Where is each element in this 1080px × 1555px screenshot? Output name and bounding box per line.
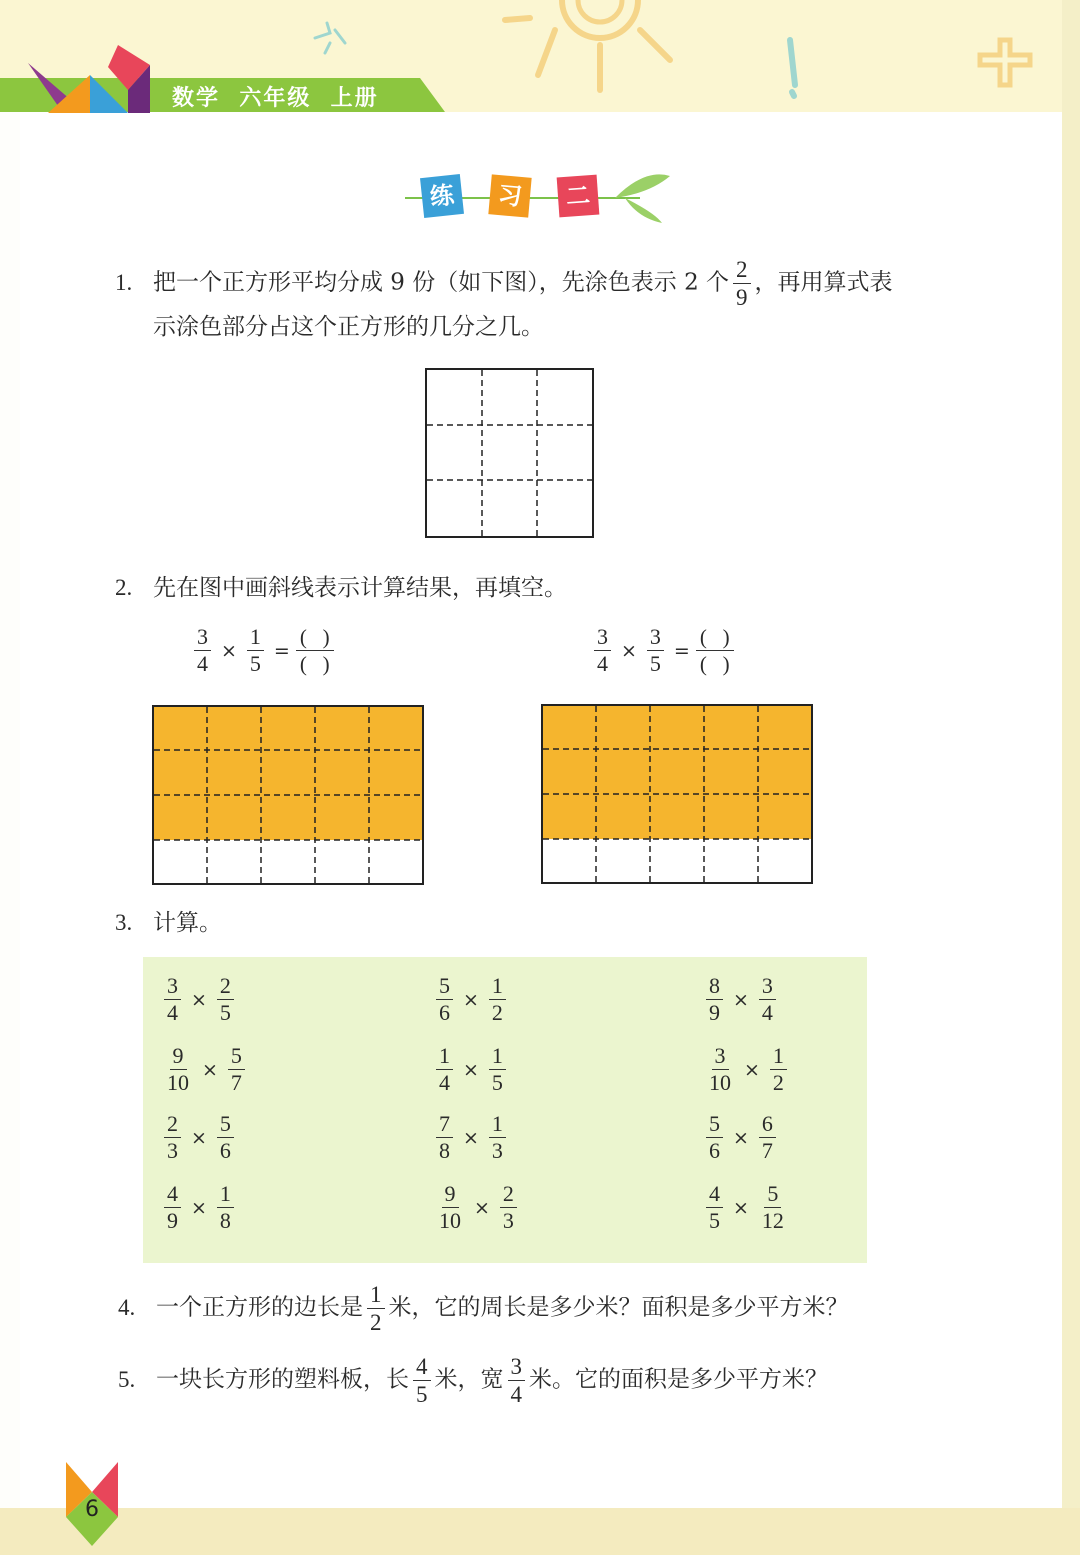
header-title: 数学 六年级 上册 bbox=[172, 86, 379, 111]
numerator: 4 bbox=[164, 1183, 181, 1208]
equals-sign: = bbox=[673, 639, 690, 662]
question-3-text: 计算。 bbox=[153, 910, 222, 936]
left-shaded-grid[interactable] bbox=[152, 705, 425, 886]
denominator: 9 bbox=[736, 285, 748, 310]
numerator: 2 bbox=[164, 1113, 181, 1138]
question-4 bbox=[118, 1283, 849, 1334]
fraction bbox=[436, 1183, 464, 1232]
numerator: 1 bbox=[247, 626, 264, 651]
numerator: 3 bbox=[759, 975, 776, 1000]
fraction bbox=[706, 1183, 723, 1232]
numerator: 1 bbox=[489, 1113, 506, 1138]
fraction bbox=[436, 975, 453, 1024]
denominator: 4 bbox=[597, 651, 608, 677]
calculation-item bbox=[160, 1183, 238, 1232]
calculation-item bbox=[702, 1113, 780, 1162]
fraction bbox=[706, 1045, 734, 1094]
denominator: 4 bbox=[761, 1000, 773, 1025]
times-sign: × bbox=[733, 1196, 749, 1219]
denominator: 3 bbox=[167, 1138, 178, 1163]
denominator: 6 bbox=[709, 1138, 720, 1163]
fraction bbox=[594, 626, 611, 675]
times-sign: × bbox=[221, 639, 237, 662]
numerator: 1 bbox=[770, 1045, 787, 1070]
calculation-item bbox=[702, 975, 780, 1024]
times-sign: × bbox=[191, 988, 207, 1011]
title-char-1: 练 bbox=[420, 174, 464, 218]
numerator: 3 bbox=[712, 1045, 729, 1070]
question-1-line2: 示涂色部分占这个正方形的几分之几。 bbox=[153, 314, 544, 340]
numerator: 4 bbox=[413, 1355, 431, 1381]
nine-part-square-grid bbox=[425, 368, 595, 539]
denominator: 5 bbox=[219, 1000, 231, 1025]
question-2-number: 2. bbox=[115, 575, 133, 600]
fraction bbox=[489, 1045, 506, 1094]
fraction bbox=[194, 626, 211, 675]
denominator: 4 bbox=[510, 1382, 522, 1407]
fraction bbox=[759, 975, 776, 1024]
numerator: 3 bbox=[647, 626, 664, 651]
denominator: 10 bbox=[167, 1070, 189, 1095]
numerator: 5 bbox=[228, 1045, 245, 1070]
calculation-item bbox=[432, 1183, 521, 1232]
times-sign: × bbox=[733, 988, 749, 1011]
numerator: 1 bbox=[489, 1045, 506, 1070]
denominator: 3 bbox=[502, 1208, 514, 1233]
question-3-number: 3. bbox=[115, 910, 133, 935]
times-sign: × bbox=[744, 1058, 760, 1081]
times-sign: × bbox=[202, 1058, 218, 1081]
numerator: 1 bbox=[489, 975, 506, 1000]
numerator: 5 bbox=[706, 1113, 723, 1138]
fraction bbox=[500, 1183, 517, 1232]
denominator: 2 bbox=[772, 1070, 784, 1095]
question-4-text-a: 一个正方形的边长是 bbox=[156, 1294, 363, 1321]
fraction bbox=[489, 975, 506, 1024]
fraction bbox=[228, 1045, 245, 1094]
fraction bbox=[647, 626, 664, 675]
calculation-item bbox=[702, 1183, 791, 1232]
fraction bbox=[706, 975, 723, 1024]
calculation-item bbox=[702, 1045, 791, 1094]
question-5-number: 5. bbox=[118, 1366, 136, 1392]
numerator: 6 bbox=[759, 1113, 776, 1138]
footer-band bbox=[0, 1508, 1080, 1555]
numerator: 2 bbox=[500, 1183, 517, 1208]
calculation-item bbox=[160, 975, 238, 1024]
numerator: 9 bbox=[442, 1183, 459, 1208]
numerator: 2 bbox=[217, 975, 234, 1000]
fraction bbox=[759, 1183, 787, 1232]
fraction bbox=[413, 1355, 431, 1406]
calculation-item bbox=[160, 1045, 249, 1094]
times-sign: × bbox=[463, 988, 479, 1011]
denominator: 2 bbox=[370, 1310, 382, 1335]
numerator: 3 bbox=[164, 975, 181, 1000]
question-4-text-b: 米，它的周长是多少米？面积是多少平方米？ bbox=[388, 1294, 849, 1321]
question-1-text-b: ，再用算式表 bbox=[754, 269, 893, 296]
times-sign: × bbox=[733, 1126, 749, 1149]
denominator: 5 bbox=[491, 1070, 503, 1095]
times-sign: × bbox=[191, 1196, 207, 1219]
numerator: 4 bbox=[706, 1183, 723, 1208]
fraction bbox=[217, 1183, 234, 1232]
fraction bbox=[706, 1113, 723, 1162]
numerator: 3 bbox=[194, 626, 211, 651]
denominator: 4 bbox=[167, 1000, 178, 1025]
fraction bbox=[508, 1355, 526, 1406]
denominator: 3 bbox=[491, 1138, 503, 1163]
times-sign: × bbox=[463, 1126, 479, 1149]
question-1-text-a: 把一个正方形平均分成 9 份（如下图），先涂色表示 2 个 bbox=[153, 269, 730, 296]
fraction bbox=[164, 1045, 192, 1094]
question-2-text: 先在图中画斜线表示计算结果，再填空。 bbox=[153, 575, 567, 601]
denominator: 5 bbox=[649, 651, 661, 677]
denominator: 5 bbox=[249, 651, 261, 677]
numerator: 1 bbox=[436, 1045, 453, 1070]
numerator: 9 bbox=[170, 1045, 187, 1070]
numerator-blank[interactable]: ( ) bbox=[696, 626, 734, 651]
question-2-left-expression bbox=[190, 626, 334, 675]
fraction bbox=[164, 975, 181, 1024]
times-sign: × bbox=[463, 1058, 479, 1081]
sun-decoration-icon bbox=[500, 0, 1060, 110]
fraction bbox=[489, 1113, 506, 1162]
denominator: 7 bbox=[761, 1138, 773, 1163]
denominator: 4 bbox=[197, 651, 208, 677]
denominator: 8 bbox=[439, 1138, 450, 1163]
fraction bbox=[367, 1283, 385, 1334]
denominator: 5 bbox=[709, 1208, 720, 1233]
fraction bbox=[164, 1113, 181, 1162]
numerator: 1 bbox=[367, 1283, 385, 1309]
denominator: 2 bbox=[491, 1000, 503, 1025]
numerator: 1 bbox=[217, 1183, 234, 1208]
numerator: 5 bbox=[764, 1183, 781, 1208]
numerator: 5 bbox=[436, 975, 453, 1000]
question-5-text-c: 米。它的面积是多少平方米？ bbox=[529, 1366, 828, 1393]
denominator: 10 bbox=[439, 1208, 461, 1233]
fraction bbox=[217, 975, 234, 1024]
calculation-item bbox=[432, 975, 510, 1024]
numerator: 3 bbox=[594, 626, 611, 651]
times-sign: × bbox=[191, 1126, 207, 1149]
numerator-blank[interactable]: ( ) bbox=[296, 626, 334, 651]
page-edge-band bbox=[1062, 0, 1080, 1555]
fraction bbox=[164, 1183, 181, 1232]
question-1-line1 bbox=[115, 258, 893, 309]
star-doodle-icon bbox=[305, 18, 355, 58]
answer-blank[interactable] bbox=[296, 626, 334, 675]
numerator: 5 bbox=[217, 1113, 234, 1138]
numerator: 3 bbox=[508, 1355, 526, 1381]
denominator: 12 bbox=[761, 1208, 784, 1233]
answer-blank[interactable] bbox=[696, 626, 734, 675]
denominator: 9 bbox=[709, 1000, 720, 1025]
denominator: 10 bbox=[709, 1070, 731, 1095]
denominator: 6 bbox=[439, 1000, 450, 1025]
right-shaded-grid[interactable] bbox=[541, 704, 814, 885]
numerator: 8 bbox=[706, 975, 723, 1000]
question-2-right-expression bbox=[590, 626, 734, 675]
title-char-3: 二 bbox=[557, 175, 600, 218]
times-sign: × bbox=[621, 639, 637, 662]
calculation-item bbox=[432, 1045, 510, 1094]
question-4-number: 4. bbox=[118, 1294, 136, 1320]
title-char-2: 习 bbox=[488, 174, 531, 217]
question-5-text-a: 一块长方形的塑料板，长 bbox=[156, 1366, 409, 1393]
numerator: 2 bbox=[733, 258, 751, 284]
fraction bbox=[436, 1113, 453, 1162]
denominator: 6 bbox=[219, 1138, 231, 1163]
question-5-text-b: 米，宽 bbox=[434, 1366, 504, 1393]
fraction bbox=[770, 1045, 787, 1094]
question-5 bbox=[118, 1355, 828, 1406]
fraction bbox=[733, 258, 751, 309]
fraction bbox=[217, 1113, 234, 1162]
denominator: 9 bbox=[167, 1208, 178, 1233]
denominator-blank[interactable]: ( ) bbox=[699, 652, 730, 677]
question-3-heading bbox=[115, 900, 222, 946]
denominator-blank[interactable]: ( ) bbox=[299, 652, 330, 677]
tangram-logo-icon bbox=[28, 45, 153, 115]
question-1-number: 1. bbox=[115, 269, 133, 295]
fraction bbox=[759, 1113, 776, 1162]
calculation-item bbox=[160, 1113, 238, 1162]
denominator: 5 bbox=[416, 1382, 428, 1407]
section-title bbox=[400, 168, 680, 228]
denominator: 8 bbox=[219, 1208, 231, 1233]
denominator: 4 bbox=[439, 1070, 450, 1095]
fraction bbox=[247, 626, 264, 675]
question-2-heading bbox=[115, 565, 567, 611]
numerator: 7 bbox=[436, 1113, 453, 1138]
times-sign: × bbox=[474, 1196, 490, 1219]
fraction bbox=[436, 1045, 453, 1094]
page-number: 6 bbox=[85, 1497, 99, 1522]
equals-sign: = bbox=[273, 639, 290, 662]
calculation-item bbox=[432, 1113, 510, 1162]
denominator: 7 bbox=[230, 1070, 242, 1095]
